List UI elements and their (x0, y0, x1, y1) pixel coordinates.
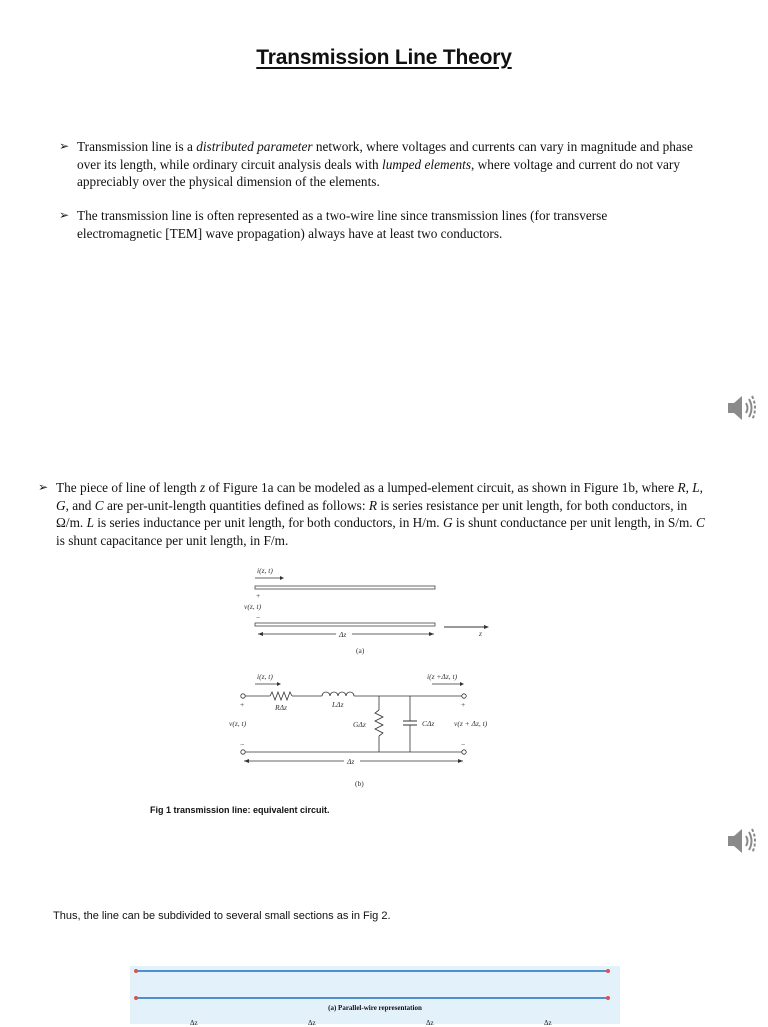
fig1b-terminal-tr (462, 694, 466, 698)
fig1a-dz-right-icon (429, 632, 434, 636)
fig1b-plus-left: + (240, 700, 245, 709)
bullet-text: , where voltage and current do not vary appreciably over the physical dimension of the elements. (77, 156, 681, 189)
fig1a-bottom-wire (255, 623, 435, 626)
bullet-italic: C (94, 497, 104, 513)
fig1b-v-out-label: v(z + Δz, t) (454, 719, 488, 728)
bullet-text: of Figure 1a can be modeled as a lumped-element circuit, as shown in Figure 1b, where (205, 480, 678, 495)
fig1a-label: (a) (356, 646, 365, 655)
fig1a-arrowhead-icon (280, 576, 284, 580)
bullet-italic: R (368, 497, 378, 513)
bullet-text: is shunt conductance per unit length, in S/m. (452, 515, 696, 530)
fig1b-dz-right-icon (458, 759, 463, 763)
fig1b-minus-right: − (461, 740, 466, 749)
bullet-arrow-icon: ➢ (59, 208, 70, 222)
fig1a-current-label: i(z, t) (257, 566, 273, 575)
fig1b-g-label: GΔz (353, 720, 366, 729)
bullet-italic: L (692, 480, 700, 495)
fig1b-minus-left: − (240, 740, 245, 749)
bullet-two-wire-line (59, 207, 693, 242)
bullet-lumped-element-model (38, 479, 716, 549)
bullet-text: , (685, 480, 693, 495)
bullet-distributed-parameter (59, 138, 693, 191)
bullet-italic: G (56, 497, 66, 513)
bullet-text: network, where voltages and currents can vary in magnitude and phase over its length, while ordinary circuit analysis deals with (77, 139, 693, 172)
fig1b-current-in-label: i(z, t) (257, 672, 273, 681)
fig1b-terminal-bl (241, 750, 245, 754)
fig1b-plus-right: + (461, 700, 466, 709)
fig1a-z-label: z (479, 629, 482, 638)
fig2-dz-label: Δz (190, 1019, 198, 1027)
fig1b-label: (b) (355, 779, 364, 788)
fig1b-dz-left-icon (244, 759, 249, 763)
fig2-dz-label: Δz (308, 1019, 316, 1027)
bullet-italic: C (695, 515, 705, 530)
bullet-italic: z (200, 480, 206, 495)
fig1b-r-label: RΔz (275, 703, 287, 712)
resistor-icon (270, 692, 292, 700)
fig2-caption: (a) Parallel-wire representation (328, 1004, 422, 1012)
speaker-audio-icon[interactable] (724, 391, 758, 425)
bullet-italic: L (86, 515, 94, 530)
fig1b-terminal-tl (241, 694, 245, 698)
bullet-italic: lumped elements (382, 156, 472, 172)
subdivision-text: Thus, the line can be subdivided to several small sections as in Fig 2. (53, 910, 391, 922)
fig2-endpoint-icon (606, 969, 610, 973)
fig1b-c-label: CΔz (422, 719, 435, 728)
bullet-text: is shunt capacitance per unit length, in F/m. (56, 532, 289, 548)
fig1b-arrowhead-icon (277, 682, 281, 686)
figure-caption: Fig 1 transmission line: equivalent circuit. (150, 805, 330, 815)
fig1b-current-out-label: i(z +Δz, t) (427, 672, 458, 681)
fig1b-terminal-br (462, 750, 466, 754)
fig1a-voltage-label: v(z, t) (244, 602, 262, 611)
bullet-text: , (699, 480, 703, 495)
fig1a-top-wire (255, 586, 435, 589)
bullet-text: are per-unit-length quantities defined as follows: (103, 497, 369, 513)
fig2-endpoint-icon (134, 969, 138, 973)
bullet-text: The transmission line is often represented as a two-wire line since transmission lines (for transverse electromagnetic [TEM] wave propagation) always have at least two conductors. (77, 208, 608, 241)
fig1a-plus: + (256, 591, 261, 600)
fig1a-dz-label: Δz (339, 630, 347, 639)
fig1b-l-label: LΔz (332, 700, 344, 709)
fig1b-v-in-label: v(z, t) (229, 719, 247, 728)
bullet-text: Transmission line is a (77, 139, 197, 154)
fig1b-dz-label: Δz (347, 757, 355, 766)
bullet-italic: distributed parameter (196, 139, 313, 154)
bullet-arrow-icon: ➢ (59, 139, 70, 153)
speaker-audio-icon[interactable] (724, 824, 758, 858)
bullet-italic: G (442, 515, 453, 530)
bullet-text: , and (65, 497, 95, 513)
fig1a-dz-left-icon (258, 632, 263, 636)
fig2-dz-label: Δz (426, 1019, 434, 1027)
fig1a-minus: − (256, 613, 261, 622)
inductor-icon (322, 692, 354, 696)
conductance-resistor-icon (375, 710, 383, 736)
fig1b-arrowhead-icon (460, 682, 464, 686)
bullet-italic: R (677, 480, 686, 495)
figure-equivalent-circuit (222, 560, 522, 805)
figure-parallel-wire (130, 966, 620, 1027)
bullet-text: The piece of line of length (56, 480, 200, 495)
page-title: Transmission Line Theory (256, 46, 512, 69)
bullet-text: is series resistance per unit length, for both conductors, in Ω/m. (56, 497, 688, 530)
fig2-endpoint-icon (606, 996, 610, 1000)
fig2-dz-label: Δz (544, 1019, 552, 1027)
fig1a-z-arrow-icon (484, 625, 489, 629)
fig2-endpoint-icon (134, 996, 138, 1000)
bullet-text: is series inductance per unit length, for both conductors, in H/m. (93, 515, 443, 530)
bullet-arrow-icon: ➢ (38, 480, 49, 494)
